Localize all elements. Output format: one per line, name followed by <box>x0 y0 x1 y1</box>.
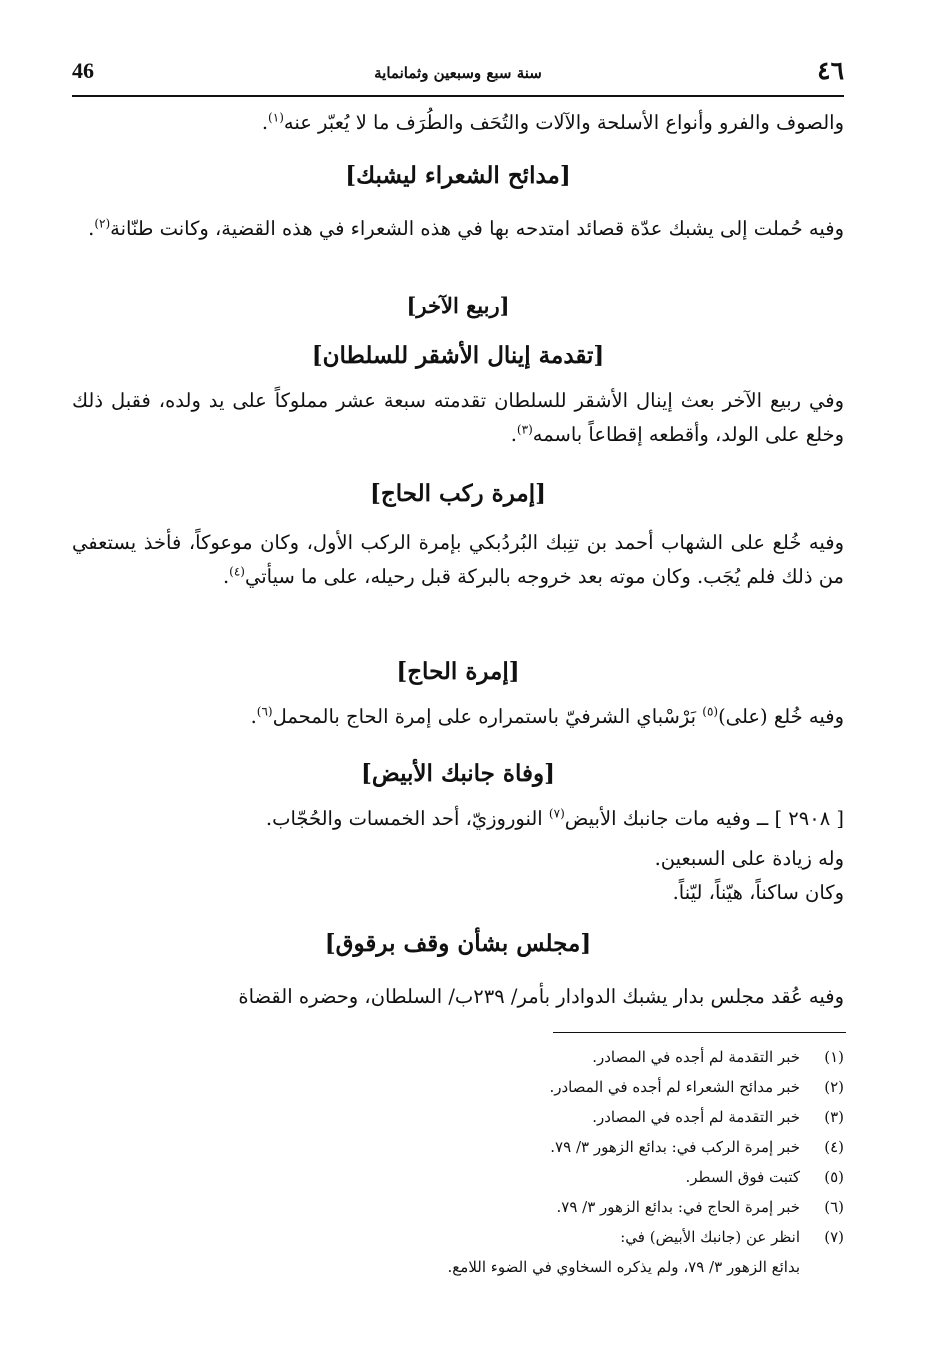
paragraph <box>72 802 844 836</box>
footnote-text: كتبت فوق السطر. <box>685 1168 800 1186</box>
section-heading: [إمرة ركب الحاج] <box>370 480 546 507</box>
paragraph-text: . <box>250 705 257 728</box>
paragraph-text: والصوف والفرو وأنواع الأسلحة والآلات والتُحَف والطُرَف ما لا يُعبّر عنه <box>283 111 844 134</box>
paragraph <box>72 526 844 594</box>
footnote-text: خبر التقدمة لم أجده في المصادر. <box>592 1108 800 1126</box>
footnote-divider <box>553 1032 846 1033</box>
footnote-ref: (٥) <box>702 704 719 719</box>
paragraph <box>72 106 844 140</box>
footnote-text: انظر عن (جانبك الأبيض) في: <box>620 1228 800 1246</box>
footnote-ref: (٢) <box>94 216 111 231</box>
main-text <box>72 104 844 1024</box>
footnote-number: (٢) <box>824 1078 844 1096</box>
page-number-arabic: ٤٦ <box>817 56 844 85</box>
paragraph-text: [ ٢٩٠٨ ] ــ وفيه مات جانبك الأبيض <box>564 807 844 830</box>
footnotes <box>360 1042 844 1282</box>
paragraph-text: وكان ساكناً، هيّناً، ليّناً. <box>672 881 844 904</box>
footnote-ref: (٣) <box>516 422 533 437</box>
footnote-ref: (١) <box>268 110 284 125</box>
paragraph-text: وفيه خُلع على الشهاب أحمد بن تنِبك البُردُبكي بإمرة الركب الأول، وكان موعوكاً، فأخذ يستعفي من ذلك فلم يُجَب. وكان موته بعد خروجه بالبركة قبل رحيله، على ما سيأتي <box>72 531 844 588</box>
footnote-text: خبر التقدمة لم أجده في المصادر. <box>592 1048 800 1066</box>
footnote <box>360 1102 844 1132</box>
footnote-text: خبر إمرة الحاج في: بدائع الزهور ٣/ ٧٩. <box>556 1198 800 1216</box>
footnote-text: خبر مدائح الشعراء لم أجده في المصادر. <box>549 1078 800 1096</box>
footnote <box>360 1192 844 1222</box>
paragraph-text: وله زيادة على السبعين. <box>654 847 844 870</box>
footnote-text: خبر إمرة الركب في: بدائع الزهور ٣/ ٧٩. <box>550 1138 800 1156</box>
paragraph-text: . <box>261 111 269 134</box>
footnote-text: بدائع الزهور ٣/ ٧٩، ولم يذكره السخاوي في الضوء اللامع. <box>447 1258 800 1276</box>
section-heading: [إمرة الحاج] <box>396 658 520 685</box>
paragraph <box>72 842 844 876</box>
paragraph-text: . <box>222 565 230 588</box>
page-number-latin: 46 <box>72 58 94 83</box>
paragraph <box>72 212 844 246</box>
paragraph <box>72 980 844 1014</box>
running-title: سنة سبع وسبعين وثمانماية <box>374 64 542 82</box>
paragraph-text: بَرْسْباي الشرفيّ باستمراره على إمرة الحاج بالمحمل <box>272 705 703 728</box>
paragraph <box>72 384 844 452</box>
paragraph-text: وفيه خُلع (على) <box>718 705 844 728</box>
footnote-ref: (٤) <box>229 564 245 579</box>
footnote <box>360 1162 844 1192</box>
section-heading: [تقدمة إينال الأشقر للسلطان] <box>311 342 605 369</box>
paragraph-text: . <box>510 423 517 446</box>
section-heading: [مجلس بشأن وقف برقوق] <box>324 930 592 957</box>
section-heading: [ربيع الآخر] <box>406 293 510 318</box>
paragraph <box>72 876 844 910</box>
page-header <box>72 56 844 96</box>
paragraph-text: وفيه عُقد مجلس بدار يشبك الدوادار بأمر/ ٢٣٩ب/ السلطان، وحضره القضاة <box>238 985 844 1008</box>
footnote <box>360 1042 844 1072</box>
footnote-number: (٧) <box>824 1228 844 1246</box>
footnote-number: (١) <box>824 1048 844 1066</box>
section-heading: [وفاة جانبك الأبيض] <box>361 760 555 787</box>
footnote-ref: (٧) <box>548 806 565 821</box>
footnote <box>360 1252 844 1282</box>
footnote <box>360 1072 844 1102</box>
footnote-number: (٥) <box>824 1168 844 1186</box>
footnote-number: (٤) <box>824 1138 844 1156</box>
footnote <box>360 1132 844 1162</box>
header-divider <box>72 95 844 97</box>
paragraph <box>72 700 844 734</box>
paragraph-text: . <box>88 217 95 240</box>
footnote-ref: (٦) <box>256 704 273 719</box>
section-heading: [مدائح الشعراء ليشبك] <box>345 162 571 189</box>
paragraph-text: النوروزيّ، أحد الخمسات والحُجّاب. <box>265 807 549 830</box>
footnote-number: (٦) <box>824 1198 844 1216</box>
paragraph-text: وفي ربيع الآخر بعث إينال الأشقر للسلطان تقدمته سبعة عشر مملوكاً على يد ولده، فقبل ذلك وخلع على الولد، وأقطعه إقطاعاً باسمه <box>72 389 844 446</box>
footnote-number: (٣) <box>824 1108 844 1126</box>
paragraph-text: وفيه حُملت إلى يشبك عدّة قصائد امتدحه بها في هذه الشعراء في هذه القضية، وكانت طنّانة <box>110 217 844 240</box>
footnote <box>360 1222 844 1252</box>
